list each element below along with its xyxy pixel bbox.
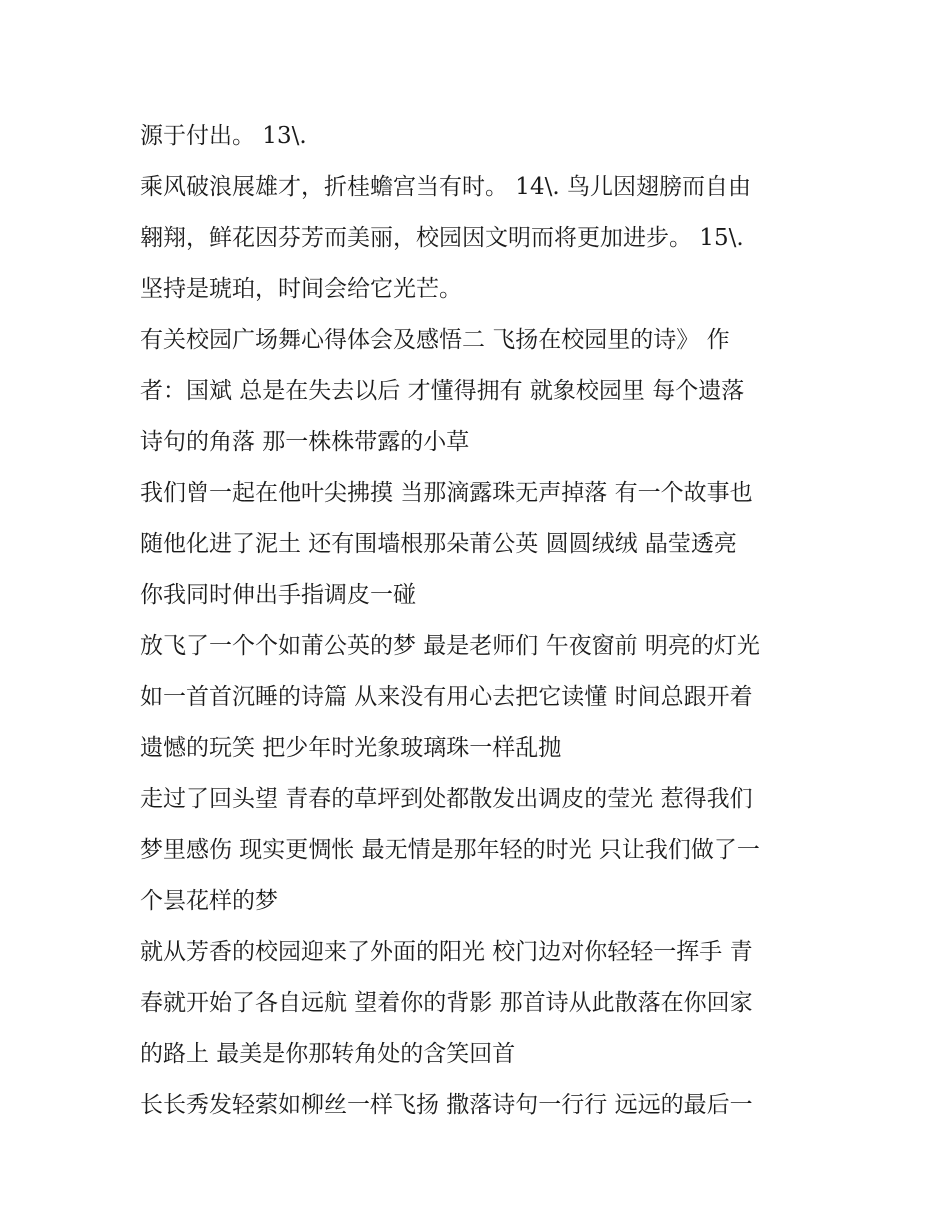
document-body: [140, 111, 820, 1131]
text-line: 如一首首沉睡的诗篇 从来没有用心去把它读懂 时间总跟开着: [140, 684, 753, 710]
text-line: 乘风破浪展雄才，折桂蟾宫当有时。 14\. 鸟儿因翅膀而自由: [140, 174, 751, 200]
text-line: 翱翔，鲜花因芬芳而美丽，校园因文明而将更加进步。 15\.: [140, 225, 744, 251]
text-line: 长长秀发轻萦如柳丝一样飞扬 撒落诗句一行行 远远的最后一: [140, 1092, 753, 1118]
text-line: 梦里感伤 现实更惆怅 最无情是那年轻的时光 只让我们做了一: [140, 837, 760, 863]
text-line: 春就开始了各自远航 望着你的背影 那首诗从此散落在你回家: [140, 990, 753, 1016]
text-line: 有关校园广场舞心得体会及感悟二 飞扬在校园里的诗》 作: [140, 327, 730, 353]
text-line: 遗憾的玩笑 把少年时光象玻璃珠一样乱抛: [140, 735, 562, 761]
text-line: 的路上 最美是你那转角处的含笑回首: [140, 1041, 516, 1067]
text-line: 坚持是琥珀，时间会给它光芒。: [140, 276, 462, 302]
text-line: 你我同时伸出手指调皮一碰: [140, 582, 416, 608]
text-line: 随他化进了泥土 还有围墙根那朵莆公英 圆圆绒绒 晶莹透亮: [140, 531, 737, 557]
text-line: 放飞了一个个如莆公英的梦 最是老师们 午夜窗前 明亮的灯光: [140, 633, 760, 659]
text-line: 走过了回头望 青春的草坪到处都散发出调皮的莹光 惹得我们: [140, 786, 753, 812]
text-line: 个昙花样的梦: [140, 888, 278, 914]
text-line: 我们曾一起在他叶尖拂摸 当那滴露珠无声掉落 有一个故事也: [140, 480, 753, 506]
text-line: 者：国斌 总是在失去以后 才懂得拥有 就象校园里 每个遗落: [140, 378, 745, 404]
text-line: 源于付出。 13\.: [140, 123, 307, 149]
text-line: 诗句的角落 那一株株带露的小草: [140, 429, 470, 455]
text-line: 就从芳香的校园迎来了外面的阳光 校门边对你轻轻一挥手 青: [140, 939, 753, 965]
